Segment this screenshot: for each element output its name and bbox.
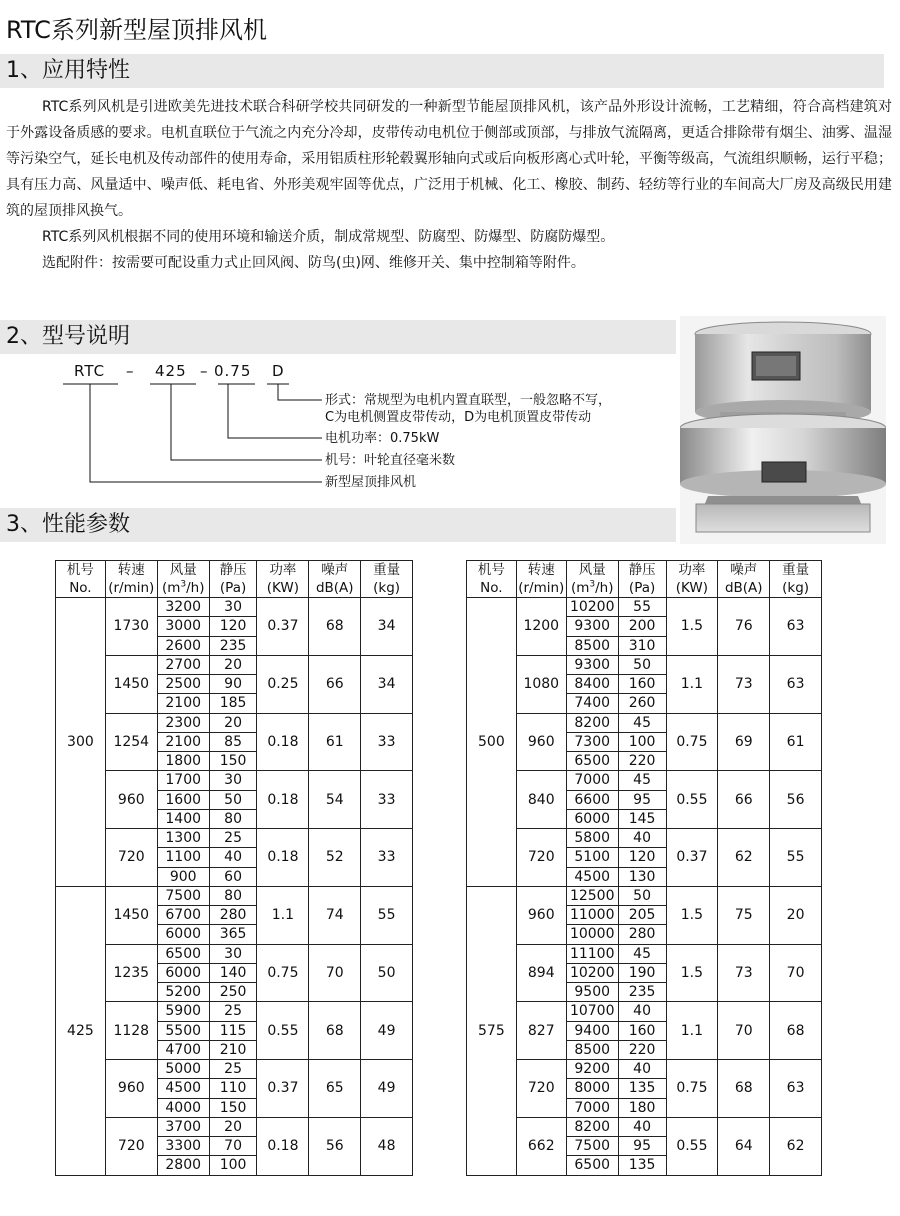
cell-pressure: 250 bbox=[209, 983, 257, 1002]
table-row bbox=[56, 829, 413, 848]
cell-flow: 1800 bbox=[157, 752, 209, 771]
cell-pressure: 25 bbox=[209, 829, 257, 848]
cell-pressure: 45 bbox=[618, 944, 666, 963]
cell-weight: 34 bbox=[361, 598, 413, 656]
cell-pressure: 365 bbox=[209, 925, 257, 944]
cell-pressure: 40 bbox=[618, 1060, 666, 1079]
cell-weight: 55 bbox=[770, 829, 822, 887]
annotation-form-2: C为电机侧置皮带传动，D为电机顶置皮带传动 bbox=[325, 410, 592, 425]
section-heading-application: 1、应用特性 bbox=[0, 54, 884, 88]
header-flow: 风量 $(m^3/h)$ bbox=[157, 561, 209, 598]
header-weight: 重量 (kg) bbox=[361, 561, 413, 598]
cell-weight: 61 bbox=[770, 713, 822, 771]
table-row bbox=[467, 1117, 822, 1136]
cell-flow: 11100 bbox=[566, 944, 618, 963]
cell-pressure: 260 bbox=[618, 694, 666, 713]
cell-pressure: 150 bbox=[209, 1098, 257, 1117]
cell-noise: 66 bbox=[309, 655, 361, 713]
cell-weight: 49 bbox=[361, 1060, 413, 1118]
cell-speed: 720 bbox=[105, 1117, 157, 1175]
cell-pressure: 235 bbox=[209, 636, 257, 655]
cell-weight: 70 bbox=[770, 944, 822, 1002]
cell-pressure: 220 bbox=[618, 752, 666, 771]
cell-power: 0.18 bbox=[257, 1117, 309, 1175]
cell-noise: 70 bbox=[718, 1002, 770, 1060]
cell-pressure: 205 bbox=[618, 906, 666, 925]
annotation-power: 电机功率：0.75kW bbox=[325, 431, 440, 446]
cell-noise: 75 bbox=[718, 886, 770, 944]
cell-pressure: 60 bbox=[209, 867, 257, 886]
cell-flow: 2100 bbox=[157, 694, 209, 713]
cell-weight: 63 bbox=[770, 598, 822, 656]
cell-noise: 73 bbox=[718, 944, 770, 1002]
cell-pressure: 20 bbox=[209, 713, 257, 732]
cell-pressure: 70 bbox=[209, 1137, 257, 1156]
cell-flow: 9200 bbox=[566, 1060, 618, 1079]
table-row bbox=[467, 771, 822, 790]
cell-pressure: 45 bbox=[618, 771, 666, 790]
cell-flow: 3200 bbox=[157, 598, 209, 617]
cell-noise: 69 bbox=[718, 713, 770, 771]
cell-pressure: 140 bbox=[209, 963, 257, 982]
cell-pressure: 25 bbox=[209, 1002, 257, 1021]
cell-pressure: 280 bbox=[209, 906, 257, 925]
cell-pressure: 50 bbox=[209, 790, 257, 809]
header-no: 机号 No. bbox=[467, 561, 517, 598]
cell-pressure: 40 bbox=[618, 1117, 666, 1136]
cell-pressure: 85 bbox=[209, 732, 257, 751]
cell-weight: 34 bbox=[361, 655, 413, 713]
cell-pressure: 90 bbox=[209, 675, 257, 694]
cell-weight: 48 bbox=[361, 1117, 413, 1175]
table-row bbox=[56, 1002, 413, 1021]
cell-flow: 5800 bbox=[566, 829, 618, 848]
cell-flow: 6500 bbox=[566, 752, 618, 771]
cell-pressure: 180 bbox=[618, 1098, 666, 1117]
header-speed: 转速 (r/min) bbox=[518, 562, 565, 596]
cell-pressure: 115 bbox=[209, 1021, 257, 1040]
cell-pressure: 100 bbox=[209, 1156, 257, 1175]
cell-flow: 10000 bbox=[566, 925, 618, 944]
cell-power: 1.1 bbox=[666, 1002, 718, 1060]
cell-power: 0.75 bbox=[257, 944, 309, 1002]
cell-pressure: 190 bbox=[618, 963, 666, 982]
cell-flow: 900 bbox=[157, 867, 209, 886]
cell-pressure: 110 bbox=[209, 1079, 257, 1098]
cell-speed: 1200 bbox=[516, 598, 566, 656]
intro-paragraph-2: RTC系列风机根据不同的使用环境和输送介质，制成常规型、防腐型、防爆型、防腐防爆型。 bbox=[42, 229, 615, 245]
cell-noise: 68 bbox=[309, 1002, 361, 1060]
cell-flow: 6000 bbox=[157, 963, 209, 982]
cell-pressure: 160 bbox=[618, 1021, 666, 1040]
cell-flow: 5000 bbox=[157, 1060, 209, 1079]
cell-flow: 3300 bbox=[157, 1137, 209, 1156]
table-row bbox=[467, 598, 822, 617]
cell-pressure: 185 bbox=[209, 694, 257, 713]
cell-weight: 50 bbox=[361, 944, 413, 1002]
cell-flow: 5500 bbox=[157, 1021, 209, 1040]
cell-flow: 6500 bbox=[566, 1156, 618, 1175]
cell-flow: 8500 bbox=[566, 1040, 618, 1059]
cell-pressure: 135 bbox=[618, 1079, 666, 1098]
model-part-form: D bbox=[272, 362, 285, 380]
cell-flow: 5200 bbox=[157, 983, 209, 1002]
cell-pressure: 220 bbox=[618, 1040, 666, 1059]
cell-flow: 6000 bbox=[566, 809, 618, 828]
cell-weight: 68 bbox=[770, 1002, 822, 1060]
cell-pressure: 80 bbox=[209, 886, 257, 905]
table-row bbox=[467, 886, 822, 905]
cell-speed: 720 bbox=[105, 829, 157, 887]
cell-flow: 7000 bbox=[566, 1098, 618, 1117]
cell-speed: 894 bbox=[516, 944, 566, 1002]
page-title: RTC系列新型屋顶排风机 bbox=[6, 16, 267, 44]
table-row bbox=[56, 598, 413, 617]
cell-model-no: 425 bbox=[56, 886, 106, 1175]
cell-pressure: 45 bbox=[618, 713, 666, 732]
cell-noise: 54 bbox=[309, 771, 361, 829]
cell-speed: 827 bbox=[516, 1002, 566, 1060]
table-header-row bbox=[467, 561, 822, 598]
cell-flow: 5900 bbox=[157, 1002, 209, 1021]
cell-flow: 10200 bbox=[566, 963, 618, 982]
header-power: 功率 (KW) bbox=[666, 561, 718, 598]
cell-pressure: 210 bbox=[209, 1040, 257, 1059]
cell-power: 0.18 bbox=[257, 713, 309, 771]
cell-flow: 11000 bbox=[566, 906, 618, 925]
cell-speed: 1450 bbox=[105, 655, 157, 713]
section-heading-performance: 3、性能参数 bbox=[0, 508, 676, 542]
cell-noise: 52 bbox=[309, 829, 361, 887]
cell-noise: 61 bbox=[309, 713, 361, 771]
cell-weight: 20 bbox=[770, 886, 822, 944]
cell-noise: 70 bbox=[309, 944, 361, 1002]
cell-noise: 68 bbox=[309, 598, 361, 656]
cell-speed: 720 bbox=[516, 829, 566, 887]
cell-speed: 1730 bbox=[105, 598, 157, 656]
cell-weight: 63 bbox=[770, 1060, 822, 1118]
table-row bbox=[56, 886, 413, 905]
cell-pressure: 30 bbox=[209, 771, 257, 790]
cell-power: 1.5 bbox=[666, 598, 718, 656]
cell-speed: 960 bbox=[105, 771, 157, 829]
cell-pressure: 40 bbox=[209, 848, 257, 867]
cell-weight: 49 bbox=[361, 1002, 413, 1060]
table-row bbox=[467, 655, 822, 674]
cell-noise: 76 bbox=[718, 598, 770, 656]
model-part-power: 0.75 bbox=[214, 362, 252, 380]
annotation-series: 新型屋顶排风机 bbox=[325, 475, 417, 490]
cell-pressure: 100 bbox=[618, 732, 666, 751]
cell-noise: 73 bbox=[718, 655, 770, 713]
cell-pressure: 145 bbox=[618, 809, 666, 828]
cell-flow: 2300 bbox=[157, 713, 209, 732]
table-row bbox=[56, 713, 413, 732]
intro-paragraph-3: 选配附件：按需要可配设重力式止回风阀、防鸟(虫)网、维修开关、集中控制箱等附件。 bbox=[42, 255, 585, 271]
cell-power: 0.18 bbox=[257, 771, 309, 829]
cell-pressure: 50 bbox=[618, 655, 666, 674]
cell-flow: 6500 bbox=[157, 944, 209, 963]
cell-flow: 6000 bbox=[157, 925, 209, 944]
cell-speed: 1254 bbox=[105, 713, 157, 771]
cell-noise: 68 bbox=[718, 1060, 770, 1118]
cell-flow: 10700 bbox=[566, 1002, 618, 1021]
cell-speed: 1080 bbox=[516, 655, 566, 713]
cell-flow: 4000 bbox=[157, 1098, 209, 1117]
model-dash: – bbox=[200, 362, 209, 380]
cell-power: 0.75 bbox=[666, 1060, 718, 1118]
cell-speed: 1450 bbox=[105, 886, 157, 944]
cell-power: 1.5 bbox=[666, 944, 718, 1002]
cell-flow: 3000 bbox=[157, 617, 209, 636]
cell-noise: 65 bbox=[309, 1060, 361, 1118]
table-row bbox=[467, 829, 822, 848]
intro-paragraph-1: RTC系列风机是引进欧美先进技术联合科研学校共同研发的一种新型节能屋顶排风机，该产品外形设计流畅，工艺精细，符合高档建筑对于外露设备质感的要求。电机直联位于气流之内充分冷却，皮带传动电机位于侧部或顶部，与排放气流隔离，更适合排除带有烟尘、油雾、温湿等污染空气，延长电机及传动部件的使用寿命，采用铝质柱形轮毂翼形轴向式或后向板形离心式叶轮，平衡等级高，气流组织顺畅，运行平稳；具有压力高、风量适中、噪声低、耗电省、外形美观牢固等优点，广泛用于机械、化工、橡胶、制药、轻纺等行业的车间高大厂房及高级民用建筑的屋顶排风换气。 bbox=[6, 99, 892, 219]
cell-noise: 62 bbox=[718, 829, 770, 887]
table-row bbox=[56, 771, 413, 790]
cell-flow: 9300 bbox=[566, 655, 618, 674]
cell-noise: 56 bbox=[309, 1117, 361, 1175]
cell-flow: 8000 bbox=[566, 1079, 618, 1098]
cell-noise: 66 bbox=[718, 771, 770, 829]
cell-flow: 7000 bbox=[566, 771, 618, 790]
cell-model-no: 300 bbox=[56, 598, 106, 887]
annotation-form-1: 形式：常规型为电机内置直联型，一般忽略不写， bbox=[325, 393, 612, 408]
cell-power: 0.55 bbox=[666, 771, 718, 829]
cell-flow: 9500 bbox=[566, 983, 618, 1002]
cell-power: 0.25 bbox=[257, 655, 309, 713]
cell-flow: 4500 bbox=[566, 867, 618, 886]
table-row bbox=[467, 713, 822, 732]
cell-power: 0.75 bbox=[666, 713, 718, 771]
cell-flow: 8400 bbox=[566, 675, 618, 694]
table-row bbox=[56, 1117, 413, 1136]
cell-pressure: 80 bbox=[209, 809, 257, 828]
cell-pressure: 50 bbox=[618, 886, 666, 905]
cell-weight: 63 bbox=[770, 655, 822, 713]
cell-weight: 62 bbox=[770, 1117, 822, 1175]
header-no: 机号 No. bbox=[56, 561, 106, 598]
cell-speed: 662 bbox=[516, 1117, 566, 1175]
cell-power: 0.37 bbox=[257, 1060, 309, 1118]
cell-flow: 1400 bbox=[157, 809, 209, 828]
header-noise: 噪声 dB(A) bbox=[309, 561, 361, 598]
header-pressure: 静压 (Pa) bbox=[209, 561, 257, 598]
table-row bbox=[467, 1002, 822, 1021]
cell-flow: 4700 bbox=[157, 1040, 209, 1059]
cell-noise: 74 bbox=[309, 886, 361, 944]
table-row bbox=[56, 655, 413, 674]
annotation-size: 机号：叶轮直径毫米数 bbox=[325, 453, 456, 468]
cell-flow: 2700 bbox=[157, 655, 209, 674]
cell-pressure: 40 bbox=[618, 829, 666, 848]
table-row bbox=[467, 1060, 822, 1079]
cell-flow: 10200 bbox=[566, 598, 618, 617]
cell-power: 0.55 bbox=[257, 1002, 309, 1060]
cell-power: 1.1 bbox=[257, 886, 309, 944]
cell-flow: 7400 bbox=[566, 694, 618, 713]
cell-model-no: 500 bbox=[467, 598, 517, 887]
cell-speed: 1128 bbox=[105, 1002, 157, 1060]
cell-flow: 7500 bbox=[157, 886, 209, 905]
cell-flow: 6600 bbox=[566, 790, 618, 809]
cell-flow: 12500 bbox=[566, 886, 618, 905]
cell-pressure: 120 bbox=[209, 617, 257, 636]
cell-flow: 2500 bbox=[157, 675, 209, 694]
cell-flow: 1700 bbox=[157, 771, 209, 790]
cell-speed: 1235 bbox=[105, 944, 157, 1002]
table-header-row bbox=[56, 561, 413, 598]
section-heading-model: 2、型号说明 bbox=[0, 320, 676, 354]
cell-flow: 6700 bbox=[157, 906, 209, 925]
roof-fan-photo bbox=[680, 316, 886, 544]
cell-flow: 7500 bbox=[566, 1137, 618, 1156]
header-speed: 转速 (r/min) bbox=[105, 561, 157, 598]
cell-flow: 8500 bbox=[566, 636, 618, 655]
header-noise: 噪声 dB(A) bbox=[718, 561, 770, 598]
cell-flow: 1100 bbox=[157, 848, 209, 867]
cell-speed: 960 bbox=[516, 886, 566, 944]
cell-speed: 720 bbox=[516, 1060, 566, 1118]
cell-noise: 64 bbox=[718, 1117, 770, 1175]
cell-flow: 2100 bbox=[157, 732, 209, 751]
cell-power: 1.1 bbox=[666, 655, 718, 713]
header-flow: 风量 $(m^3/h)$ bbox=[566, 561, 618, 598]
cell-flow: 7300 bbox=[566, 732, 618, 751]
cell-pressure: 30 bbox=[209, 598, 257, 617]
cell-pressure: 135 bbox=[618, 1156, 666, 1175]
cell-weight: 33 bbox=[361, 771, 413, 829]
performance-table-right bbox=[466, 560, 822, 1176]
cell-flow: 5100 bbox=[566, 848, 618, 867]
cell-flow: 3700 bbox=[157, 1117, 209, 1136]
header-power: 功率 (KW) bbox=[257, 561, 309, 598]
cell-flow: 8200 bbox=[566, 1117, 618, 1136]
cell-power: 0.18 bbox=[257, 829, 309, 887]
cell-pressure: 40 bbox=[618, 1002, 666, 1021]
cell-flow: 2600 bbox=[157, 636, 209, 655]
cell-pressure: 150 bbox=[209, 752, 257, 771]
cell-weight: 33 bbox=[361, 829, 413, 887]
header-weight: 重量 (kg) bbox=[770, 561, 822, 598]
cell-pressure: 160 bbox=[618, 675, 666, 694]
cell-pressure: 20 bbox=[209, 655, 257, 674]
cell-power: 0.55 bbox=[666, 1117, 718, 1175]
cell-pressure: 120 bbox=[618, 848, 666, 867]
cell-speed: 840 bbox=[516, 771, 566, 829]
cell-flow: 1300 bbox=[157, 829, 209, 848]
cell-pressure: 95 bbox=[618, 790, 666, 809]
cell-pressure: 130 bbox=[618, 867, 666, 886]
cell-pressure: 310 bbox=[618, 636, 666, 655]
model-dash: – bbox=[126, 362, 135, 380]
table-row bbox=[467, 944, 822, 963]
performance-table-left bbox=[55, 560, 413, 1176]
cell-pressure: 95 bbox=[618, 1137, 666, 1156]
model-part-rtc: RTC bbox=[74, 362, 106, 380]
table-row bbox=[56, 944, 413, 963]
cell-power: 0.37 bbox=[257, 598, 309, 656]
cell-flow: 9400 bbox=[566, 1021, 618, 1040]
cell-weight: 55 bbox=[361, 886, 413, 944]
cell-pressure: 30 bbox=[209, 944, 257, 963]
cell-flow: 2800 bbox=[157, 1156, 209, 1175]
cell-model-no: 575 bbox=[467, 886, 517, 1175]
cell-pressure: 235 bbox=[618, 983, 666, 1002]
cell-flow: 8200 bbox=[566, 713, 618, 732]
header-pressure: 静压 (Pa) bbox=[618, 561, 666, 598]
cell-weight: 56 bbox=[770, 771, 822, 829]
model-part-size: 425 bbox=[155, 362, 187, 380]
cell-speed: 960 bbox=[516, 713, 566, 771]
cell-flow: 4500 bbox=[157, 1079, 209, 1098]
cell-pressure: 200 bbox=[618, 617, 666, 636]
cell-pressure: 25 bbox=[209, 1060, 257, 1079]
cell-flow: 1600 bbox=[157, 790, 209, 809]
cell-flow: 9300 bbox=[566, 617, 618, 636]
table-row bbox=[56, 1060, 413, 1079]
cell-pressure: 55 bbox=[618, 598, 666, 617]
cell-pressure: 20 bbox=[209, 1117, 257, 1136]
cell-weight: 33 bbox=[361, 713, 413, 771]
cell-power: 1.5 bbox=[666, 886, 718, 944]
cell-speed: 960 bbox=[105, 1060, 157, 1118]
cell-pressure: 280 bbox=[618, 925, 666, 944]
cell-power: 0.37 bbox=[666, 829, 718, 887]
